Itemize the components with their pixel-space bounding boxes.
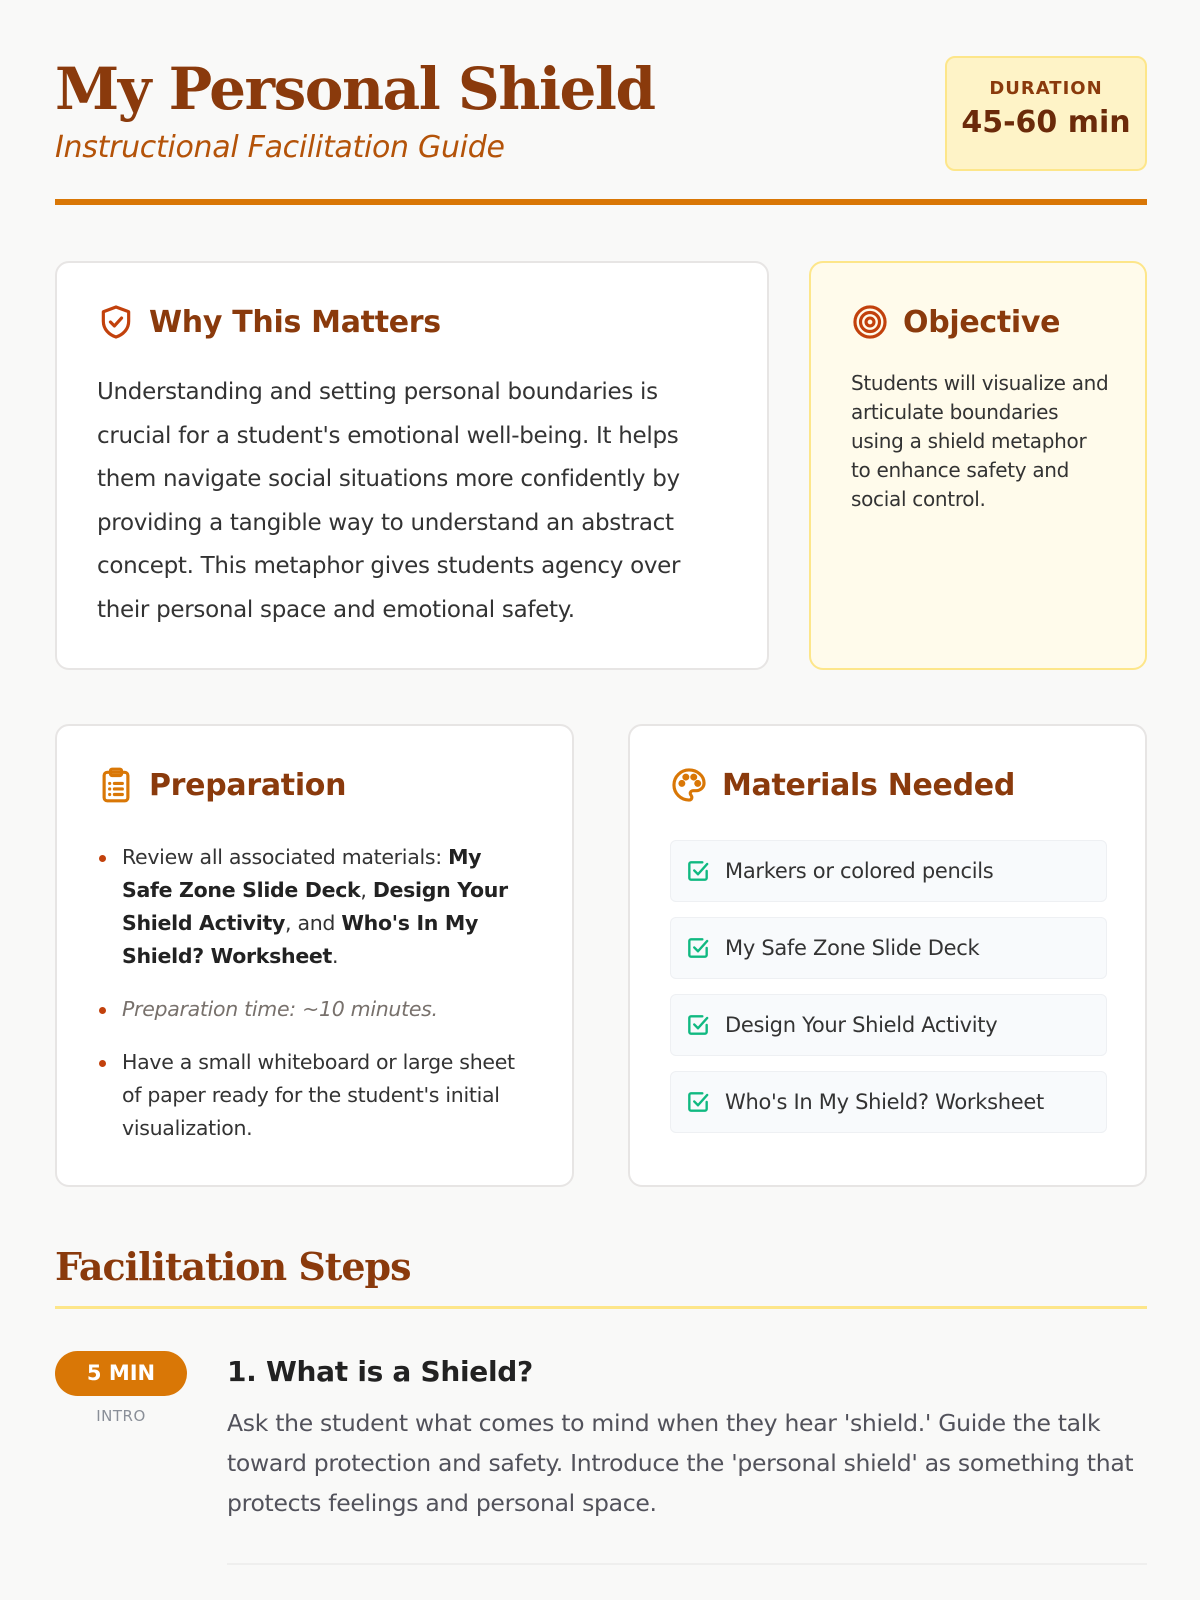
preparation-title: Preparation [149,767,347,803]
duration-label: DURATION [989,78,1103,99]
preparation-list [97,841,537,1165]
step-phase-label: INTRO [96,1407,146,1425]
checkbox-checked-icon [685,935,711,961]
palette-icon [670,766,708,804]
material-item [670,994,1107,1056]
objective-text: Students will visualize and articulate boundaries using a shield metaphor to enhance safety and social control. [851,371,1109,511]
shield-activity-ref: Design Your Shield Activity [122,878,508,935]
page-header [55,56,1147,206]
slide-deck-ref: My Safe Zone Slide Deck [122,845,482,902]
material-label: Who's In My Shield? Worksheet [725,1090,1044,1114]
material-label: My Safe Zone Slide Deck [725,936,980,960]
checkbox-checked-icon [685,1012,711,1038]
checkbox-checked-icon [685,858,711,884]
preparation-item-whiteboard: Have a small whiteboard or large sheet of paper ready for the student's initial visualization. [97,1046,537,1145]
steps-divider [55,1306,1147,1309]
material-label: Markers or colored pencils [725,859,994,883]
why-this-matters-title: Why This Matters [149,304,441,340]
page-title: My Personal Shield [55,55,655,123]
step-separator [227,1563,1147,1565]
shield-check-icon [97,303,135,341]
material-item [670,1071,1107,1133]
material-label: Design Your Shield Activity [725,1013,998,1037]
step-title: 1. What is a Shield? [227,1355,533,1388]
duration-value: 45-60 min [961,105,1131,140]
header-divider [55,199,1147,205]
preparation-item-review: Review all associated materials: My Safe Zone Slide Deck, Design Your Shield Activity, and Who's In My Shield? Worksheet. [97,841,537,973]
clipboard-icon [97,766,135,804]
checkbox-checked-icon [685,1089,711,1115]
duration-badge [945,56,1147,171]
materials-list [670,840,1107,1148]
materials-title: Materials Needed [722,767,1015,803]
step-duration-badge: 5 MIN [55,1351,187,1396]
objective-card [809,261,1147,670]
target-icon [851,303,889,341]
why-this-matters-card [55,261,769,670]
material-item [670,840,1107,902]
material-item [670,917,1107,979]
materials-card [628,724,1147,1187]
preparation-item-time: Preparation time: ~10 minutes. [97,993,537,1026]
facilitation-steps-title: Facilitation Steps [55,1244,411,1289]
why-this-matters-text: Understanding and setting personal boundaries is crucial for a student's emotional well-being. It helps them navigate social situations more confidently by providing a tangible way to understand an abstract concept. This metaphor gives students agency over their personal space and emotional safety. [97,379,681,623]
step-description: Ask the student what comes to mind when they hear 'shield.' Guide the talk toward protection and safety. Introduce the 'personal shield' as something that protects feelings and personal space. [227,1409,1134,1517]
objective-title: Objective [903,304,1061,340]
preparation-card [55,724,574,1187]
page-subtitle: Instructional Facilitation Guide [55,130,505,165]
worksheet-ref: Who's In My Shield? Worksheet [122,911,479,968]
